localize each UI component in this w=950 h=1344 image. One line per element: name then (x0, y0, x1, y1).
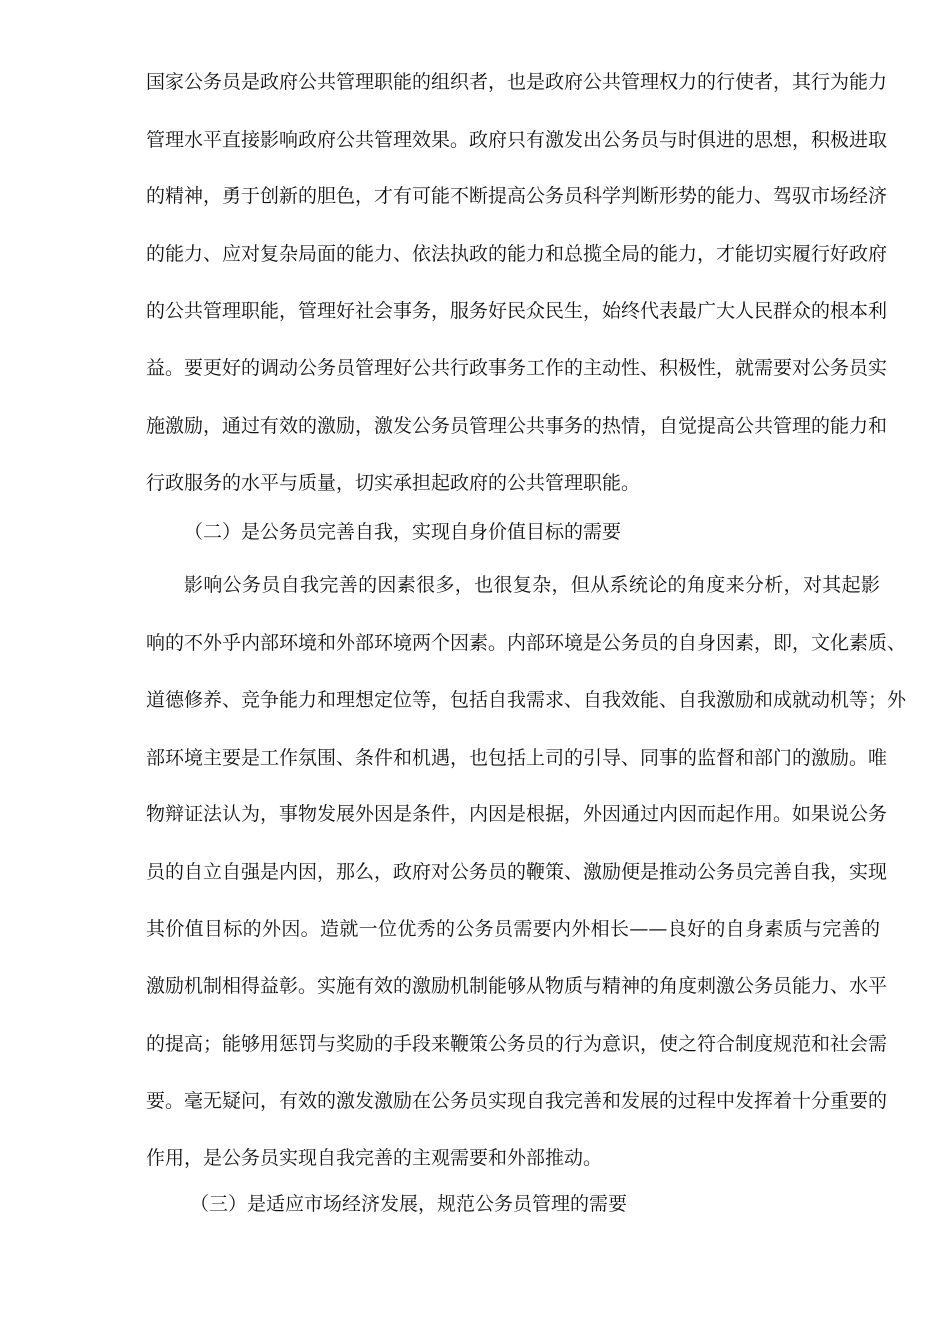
paragraph-line: 国家公务员是政府公共管理职能的组织者，也是政府公共管理权力的行使者，其行为能力 (146, 71, 888, 93)
section-heading-2: （二）是公务员完善自我，实现自身价值目标的需要 (184, 521, 622, 543)
section-heading-3: （三）是适应市场经济发展，规范公务员管理的需要 (190, 1193, 628, 1215)
paragraph-line: 部环境主要是工作氛围、条件和机遇，也包括上司的引导、同事的监督和部门的激励。唯 (146, 747, 888, 769)
paragraph-line: 激励机制相得益彰。实施有效的激励机制能够从物质与精神的角度刺激公务员能力、水平 (146, 975, 888, 997)
paragraph-line: 员的自立自强是内因，那么，政府对公务员的鞭策、激励便是推动公务员完善自我，实现 (146, 861, 888, 883)
paragraph-line: 响的不外乎内部环境和外部环境两个因素。内部环境是公务员的自身因素，即，文化素质、 (146, 632, 907, 654)
paragraph-line: 道德修养、竞争能力和理想定位等，包括自我需求、自我效能、自我激励和成就动机等；外 (146, 689, 907, 711)
paragraph-line: 的提高；能够用惩罚与奖励的手段来鞭策公务员的行为意识，使之符合制度规范和社会需 (146, 1033, 888, 1055)
paragraph-line: 的公共管理职能，管理好社会事务，服务好民众民生，始终代表最广大人民群众的根本利 (146, 300, 888, 322)
paragraph-line: 行政服务的水平与质量，切实承担起政府的公共管理职能。 (146, 472, 641, 494)
paragraph-line: 的能力、应对复杂局面的能力、依法执政的能力和总揽全局的能力，才能切实履行好政府 (146, 243, 888, 265)
paragraph-line: 作用，是公务员实现自我完善的主观需要和外部推动。 (146, 1147, 603, 1169)
paragraph-line: 其价值目标的外因。造就一位优秀的公务员需要内外相长——良好的自身素质与完善的 (146, 918, 880, 940)
paragraph-line: 物辩证法认为，事物发展外因是条件，内因是根据，外因通过内因而起作用。如果说公务 (146, 803, 888, 825)
paragraph-line: 影响公务员自我完善的因素很多，也很复杂，但从系统论的角度来分析，对其起影 (184, 574, 880, 596)
paragraph-line: 管理水平直接影响政府公共管理效果。政府只有激发出公务员与时俱进的思想，积极进取 (146, 129, 888, 151)
paragraph-line: 施激励，通过有效的激励，激发公务员管理公共事务的热情，自觉提高公共管理的能力和 (146, 415, 888, 437)
paragraph-line: 要。毫无疑问，有效的激发激励在公务员实现自我完善和发展的过程中发挥着十分重要的 (146, 1090, 888, 1112)
paragraph-line: 的精神，勇于创新的胆色，才有可能不断提高公务员科学判断形势的能力、驾驭市场经济 (146, 185, 888, 207)
paragraph-line: 益。要更好的调动公务员管理好公共行政事务工作的主动性、积极性，就需要对公务员实 (146, 357, 888, 379)
